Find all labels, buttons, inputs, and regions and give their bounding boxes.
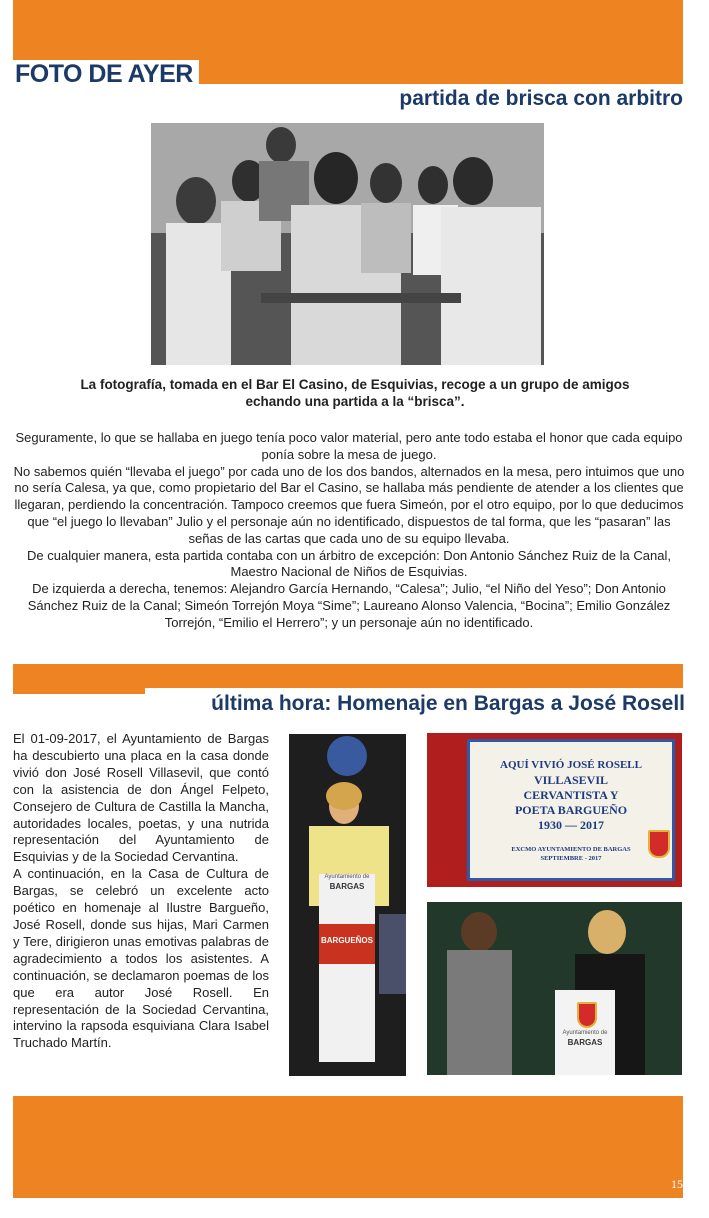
photo-caption [30, 376, 680, 410]
podium-label-c: Ayuntamiento de [562, 1030, 608, 1036]
plaque-line-6: EXCMO AYUNTAMIENTO DE BARGAS [511, 846, 631, 853]
section-subtitle-box [350, 84, 683, 112]
footer-band [13, 1096, 683, 1198]
plaque-line-7: SEPTIEMBRE - 2017 [540, 855, 602, 862]
commemorative-plaque [467, 739, 675, 881]
news-heading: última hora: Homenaje en Bargas a José Rosell [211, 692, 685, 715]
historic-photo-illustration [151, 123, 544, 365]
plaque-line-3: CERVANTISTA Y [523, 788, 619, 802]
body-paragraph-3: De cualquier manera, esta partida contaba con un árbitro de excepción: Don Antonio Sánchez Ruiz de la Canal, Maestro Nacional de Niños de Esquivias. [27, 547, 671, 580]
event-photo [427, 902, 682, 1075]
body-paragraph-1: Seguramente, lo que se hallaba en juego tenía poco valor material, pero ante todo estaba el honor que cada equipo ponía sobre la mesa de juego. [15, 430, 683, 462]
podium-town-a: BARGAS [329, 882, 365, 891]
news-body [13, 731, 269, 1052]
section-title-box [13, 60, 199, 88]
plaque-line-2: VILLASEVIL [533, 773, 609, 787]
caption-line-1: La fotografía, tomada en el Bar El Casino, de Esquivias, recoge a un grupo de amigos [80, 377, 630, 392]
plaque-line-4: POETA BARGUEÑO [514, 803, 628, 817]
page-number: 15 [671, 1177, 683, 1191]
section-subtitle: partida de brisca con arbitro [399, 87, 683, 110]
podium-label-a: Ayuntamiento de [324, 874, 370, 880]
body-paragraph-4: De izquierda a derecha, tenemos: Alejandro García Hernando, “Calesa”; Julio, “el Niño del Yeso”; Don Antonio Sánchez Ruiz de la Canal; Simeón Torrejón Moya “Sime”; Laureano Alonso Valencia, “Bocina”; Emilio González Torrejón, “Emilio el Herrero”; y un personaje aún no identificado. [27, 581, 671, 630]
podium-crest-icon [577, 1002, 597, 1028]
body-paragraph-2: No sabemos quién “llevaba el juego” por cada uno de los dos bandos, alternados en la mesa, pero intuimos que uno no sería Calesa, ya que, como propietario del Bar el Casino, se hallaba más pendiente de atender a los clientes que llegaran, perdiendo la concentración. Tampoco creemos que fuera Simeón, por el otro equipo, por lo que deducimos que “el juego lo llevaban” Julio y el personaje aún no identificado, dispuestos de tal forma, que les “pasaran” las señas de las cartas que cada uno de su equipo llevaba. [13, 463, 685, 546]
caption-line-2: echando una partida a la “brisca”. [245, 394, 465, 409]
historic-photo [151, 123, 544, 365]
podium-banner: BARGUEÑOS [320, 936, 373, 945]
plaque-line-1: AQUÍ VIVIÓ JOSÉ ROSELL [500, 759, 642, 771]
event-photo-illustration [427, 902, 682, 1075]
coat-of-arms-icon [648, 830, 670, 858]
speaker-photo-illustration [289, 734, 406, 1076]
section-title: FOTO DE AYER [15, 60, 193, 88]
podium-town-c: BARGAS [567, 1038, 603, 1047]
article-body [13, 430, 685, 632]
speaker-photo [289, 734, 406, 1076]
plaque-photo [427, 733, 682, 887]
plaque-line-5: 1930 — 2017 [538, 818, 604, 832]
news-paragraph-1: El 01-09-2017, el Ayuntamiento de Bargas ha descubierto una placa en la casa donde vivió don José Rosell Villasevil, que contó con la asistencia de don Ángel Felpeto, Consejero de Cultura de Castilla la Mancha, autoridades locales, poetas, y una nutrida representación del Ayuntamiento de Esquivias y de la Sociedad Cervantina. [13, 731, 269, 865]
news-paragraph-2: A continuación, en la Casa de Cultura de Bargas, se celebró un excelente acto poético en homenaje al Ilustre Bargueño, José Rosell, donde sus hijas, Mari Carmen y Tere, dirigieron unas emotivas palabras de agradecimiento a todos los asistentes. A continuación, se declamaron poemas de los que era autor José Rosell. En representación de la Sociedad Cervantina, intervino la rapsoda esquiviana Clara Isabel Truchado Martín. [13, 866, 269, 1051]
news-heading-box [145, 688, 685, 718]
